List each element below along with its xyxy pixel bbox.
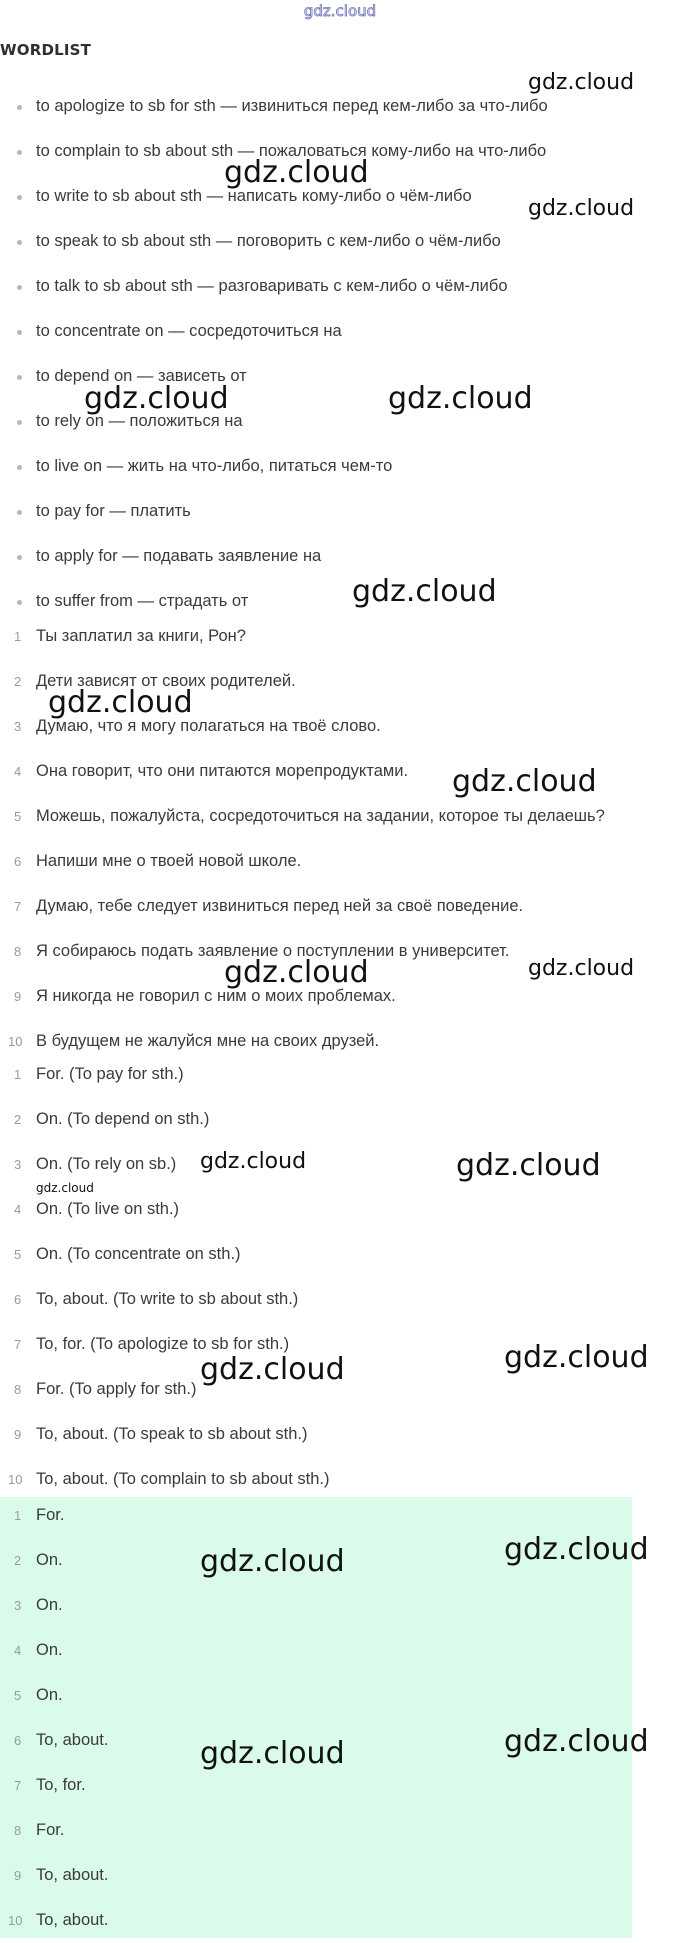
wordlist-heading: WORDLIST xyxy=(0,41,92,59)
watermark-text: gdz.cloud xyxy=(36,1181,94,1195)
item-text: For. (To apply for sth.) xyxy=(36,1380,197,1398)
item-text: to speak to sb about sth — поговорить с кем-либо о чём-либо xyxy=(36,232,501,250)
item-number: 5 xyxy=(14,1247,22,1262)
item-text: Можешь, пожалуйста, сосредоточиться на задании, которое ты делаешь? xyxy=(36,807,605,825)
item-text: For. (To pay for sth.) xyxy=(36,1065,184,1083)
item-number: 5 xyxy=(14,809,22,824)
item-number: 8 xyxy=(14,1823,22,1838)
bullet-dot xyxy=(0,354,36,399)
item-text: To, about. (To write to sb about sth.) xyxy=(36,1290,299,1308)
item-number: 7 xyxy=(14,899,22,914)
site-logo[interactable]: gdz.cloud xyxy=(303,2,377,20)
item-text: Я никогда не говорил с ним о моих проблемах. xyxy=(36,987,396,1005)
wordlist-item xyxy=(0,264,680,309)
answer-short-item xyxy=(0,1673,680,1718)
item-text: Она говорит, что они питаются морепродуктами. xyxy=(36,762,409,780)
watermark-text: gdz.cloud xyxy=(352,574,497,609)
item-text: to write to sb about sth — написать кому-либо о чём-либо xyxy=(36,187,472,205)
item-text: Я собираюсь подать заявление о поступлении в университет. xyxy=(36,942,510,960)
wordlist-item xyxy=(0,534,680,579)
item-text: To, about. xyxy=(36,1731,109,1749)
watermark-text: gdz.cloud xyxy=(48,685,193,720)
bullet-dot xyxy=(0,444,36,489)
watermark-text: gdz.cloud xyxy=(200,1149,307,1174)
watermark-text: gdz.cloud xyxy=(200,1352,345,1387)
item-number: 1 xyxy=(14,1067,22,1082)
item-text: to apply for — подавать заявление на xyxy=(36,547,322,565)
watermark-text: gdz.cloud xyxy=(224,955,369,990)
item-number: 9 xyxy=(14,1427,22,1442)
watermark-text: gdz.cloud xyxy=(388,381,533,416)
item-text: To, about. xyxy=(36,1911,109,1929)
watermark-text: gdz.cloud xyxy=(200,1736,345,1771)
sentence-item xyxy=(0,839,680,884)
bullet-dot xyxy=(0,219,36,264)
watermark-text: gdz.cloud xyxy=(504,1532,649,1567)
item-number: 4 xyxy=(14,1643,22,1658)
bullet-dot xyxy=(0,129,36,174)
item-text: To, for. (To apologize to sb for sth.) xyxy=(36,1335,290,1353)
item-text: Думаю, тебе следует извиниться перед ней за своё поведение. xyxy=(36,897,524,915)
item-text: to talk to sb about sth — разговаривать с кем-либо о чём-либо xyxy=(36,277,508,295)
item-number: 3 xyxy=(14,1157,22,1172)
item-number: 10 xyxy=(8,1034,23,1049)
sentence-item xyxy=(0,794,680,839)
watermark-text: gdz.cloud xyxy=(504,1724,649,1759)
item-text: Думаю, что я могу полагаться на твоё слово. xyxy=(36,717,381,735)
item-text: to apologize to sb for sth — извиниться перед кем-либо за что-либо xyxy=(36,97,548,115)
wordlist-item xyxy=(0,489,680,534)
item-text: On. (To depend on sth.) xyxy=(36,1110,210,1128)
wordlist-item xyxy=(0,219,680,264)
item-number: 6 xyxy=(14,1292,22,1307)
watermark-text: gdz.cloud xyxy=(456,1148,601,1183)
item-number: 6 xyxy=(14,854,22,869)
item-text: On. xyxy=(36,1596,63,1614)
sentence-item xyxy=(0,884,680,929)
answer-explained-item xyxy=(0,1052,680,1097)
item-number: 7 xyxy=(14,1778,22,1793)
item-number: 4 xyxy=(14,1202,22,1217)
item-number: 2 xyxy=(14,1553,22,1568)
item-number: 10 xyxy=(8,1913,23,1928)
watermark-text: gdz.cloud xyxy=(528,196,635,221)
watermark-text: gdz.cloud xyxy=(224,155,369,190)
item-text: On. (To concentrate on sth.) xyxy=(36,1245,241,1263)
item-text: to suffer from — страдать от xyxy=(36,592,249,610)
wordlist-item xyxy=(0,444,680,489)
item-text: Дети зависят от своих родителей. xyxy=(36,672,296,690)
answer-explained-item xyxy=(0,1097,680,1142)
answer-explained-item xyxy=(0,1232,680,1277)
item-text: On. xyxy=(36,1551,63,1569)
item-text: to rely on — положиться на xyxy=(36,412,243,430)
item-text: To, about. xyxy=(36,1866,109,1884)
answer-short-item xyxy=(0,1628,680,1673)
watermark-text: gdz.cloud xyxy=(528,956,635,981)
answer-short-item xyxy=(0,1898,680,1943)
item-text: On. xyxy=(36,1686,63,1704)
item-number: 2 xyxy=(14,674,22,689)
watermark-text: gdz.cloud xyxy=(452,764,597,799)
item-number: 8 xyxy=(14,944,22,959)
item-text: to complain to sb about sth — пожаловаться кому-либо на что-либо xyxy=(36,142,547,160)
answer-short-item xyxy=(0,1853,680,1898)
watermark-text: gdz.cloud xyxy=(84,381,229,416)
bullet-dot xyxy=(0,84,36,129)
bullet-dot xyxy=(0,264,36,309)
item-number: 3 xyxy=(14,1598,22,1613)
item-text: to depend on — зависеть от xyxy=(36,367,247,385)
item-number: 1 xyxy=(14,1508,22,1523)
item-number: 3 xyxy=(14,719,22,734)
item-text: В будущем не жалуйся мне на своих друзей. xyxy=(36,1032,380,1050)
item-number: 9 xyxy=(14,989,22,1004)
item-number: 10 xyxy=(8,1472,23,1487)
item-number: 4 xyxy=(14,764,22,779)
wordlist-item xyxy=(0,309,680,354)
answer-explained-item xyxy=(0,1277,680,1322)
item-text: to concentrate on — сосредоточиться на xyxy=(36,322,342,340)
item-number: 5 xyxy=(14,1688,22,1703)
answer-explained-item xyxy=(0,1187,680,1232)
item-text: Напиши мне о твоей новой школе. xyxy=(36,852,302,870)
item-text: On. (To live on sth.) xyxy=(36,1200,180,1218)
item-text: To, about. (To speak to sb about sth.) xyxy=(36,1425,308,1443)
item-text: On. (To rely on sb.) xyxy=(36,1155,177,1173)
answer-explained-item xyxy=(0,1412,680,1457)
watermark-text: gdz.cloud xyxy=(504,1340,649,1375)
item-text: to live on — жить на что-либо, питаться чем-то xyxy=(36,457,393,475)
answer-short-item xyxy=(0,1583,680,1628)
item-text: to pay for — платить xyxy=(36,502,191,520)
item-number: 1 xyxy=(14,629,22,644)
watermark-text: gdz.cloud xyxy=(528,70,635,95)
item-number: 7 xyxy=(14,1337,22,1352)
item-text: On. xyxy=(36,1641,63,1659)
item-number: 6 xyxy=(14,1733,22,1748)
item-number: 2 xyxy=(14,1112,22,1127)
item-text: Ты заплатил за книги, Рон? xyxy=(36,627,246,645)
item-text: To, for. xyxy=(36,1776,86,1794)
sentence-item xyxy=(0,614,680,659)
bullet-dot xyxy=(0,174,36,219)
bullet-dot xyxy=(0,489,36,534)
answer-short-item xyxy=(0,1808,680,1853)
bullet-dot xyxy=(0,309,36,354)
item-number: 9 xyxy=(14,1868,22,1883)
bullet-dot xyxy=(0,534,36,579)
item-number: 8 xyxy=(14,1382,22,1397)
item-text: For. xyxy=(36,1821,65,1839)
item-text: To, about. (To complain to sb about sth.) xyxy=(36,1470,330,1488)
item-text: For. xyxy=(36,1506,65,1524)
watermark-text: gdz.cloud xyxy=(200,1544,345,1579)
bullet-dot xyxy=(0,399,36,444)
